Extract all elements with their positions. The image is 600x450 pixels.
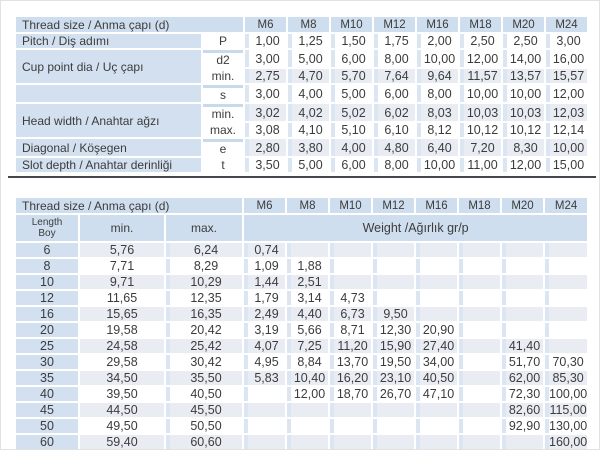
value-cell: 6,02 [374,104,415,121]
value-cell: 6,00 [374,85,415,102]
weight-cell [502,323,543,337]
value-cell: 11,57 [460,69,501,83]
spec-row [16,158,587,172]
weight-cell: 2,49 [244,307,285,321]
min-cell: 39,50 [80,387,164,401]
column-header-m18: M18 [459,198,500,213]
value-cell: 1,50 [331,34,372,48]
length-cell: 12 [16,291,78,305]
value-cell: 3,08 [245,123,286,137]
length-cell: 16 [16,307,78,321]
length-cell: 45 [16,403,78,417]
min-cell: 34,50 [80,371,164,385]
column-header-m24: M24 [546,17,587,32]
value-cell: 10,00 [546,139,587,156]
weight-cell: 34,00 [416,355,457,369]
value-cell: 2,50 [503,34,544,48]
length-cell: 8 [16,259,78,273]
weight-cell: 19,50 [373,355,414,369]
value-cell: 6,00 [331,50,372,67]
max-cell: 30,42 [166,355,242,369]
weight-cell [459,435,500,449]
column-header-m20: M20 [503,17,544,32]
column-header-m8: M8 [287,198,328,213]
max-cell: 20,42 [166,323,242,337]
column-header-m10: M10 [330,198,371,213]
length-row [16,275,587,289]
length-column-header [16,215,78,241]
value-cell: 4,70 [288,69,329,83]
length-row [16,339,587,353]
weight-cell [330,403,371,417]
value-cell: 10,00 [503,85,544,102]
value-cell: 12,00 [546,85,587,102]
length-row [16,291,587,305]
length-cell: 10 [16,275,78,289]
bottom-subheader-row [16,215,587,241]
value-cell: 5,00 [288,50,329,67]
row-symbol: s [203,85,243,102]
weight-cell: 8,84 [287,355,328,369]
weight-cell [459,419,500,433]
value-cell: 5,10 [331,123,372,137]
weight-cell: 4,07 [244,339,285,353]
weight-cell [244,419,285,433]
weight-cell [330,435,371,449]
weight-cell [459,339,500,353]
row-label: Cup point dia / Uç çapı [16,50,201,83]
value-cell: 15,00 [546,158,587,172]
value-cell: 3,80 [288,139,329,156]
value-cell: 3,00 [245,50,286,67]
min-cell: 19,58 [80,323,164,337]
weight-cell [545,243,587,257]
weight-cell [416,403,457,417]
value-cell: 10,00 [417,158,458,172]
length-row [16,259,587,273]
value-cell: 3,02 [245,104,286,121]
weight-cell: 4,95 [244,355,285,369]
value-cell: 9,64 [417,69,458,83]
weight-cell: 41,40 [502,339,543,353]
weight-cell: 27,40 [416,339,457,353]
weight-cell [545,291,587,305]
max-cell: 16,35 [166,307,242,321]
weight-cell: 4,40 [287,307,328,321]
weight-cell: 5,66 [287,323,328,337]
weight-cell: 0,74 [244,243,285,257]
weight-cell: 72,30 [502,387,543,401]
max-cell: 35,50 [166,371,242,385]
max-cell: 40,50 [166,387,242,401]
row-label: Slot depth / Anahtar derinliği [16,158,201,172]
length-row [16,419,587,433]
value-cell: 4,10 [288,123,329,137]
max-cell: 60,60 [166,435,242,449]
column-header-m18: M18 [460,17,501,32]
weight-cell: 1,79 [244,291,285,305]
spec-row [16,104,587,121]
length-row [16,307,587,321]
weight-cell: 5,83 [244,371,285,385]
weight-cell: 3,14 [287,291,328,305]
value-cell: 6,10 [374,123,415,137]
value-cell: 2,00 [417,34,458,48]
length-weight-table [14,196,589,450]
row-symbol: max. [203,123,243,137]
row-label: Pitch / Diş adımı [16,34,201,48]
length-row [16,243,587,257]
weight-cell [502,291,543,305]
min-cell: 59,40 [80,435,164,449]
length-cell: 30 [16,355,78,369]
weight-cell: 3,19 [244,323,285,337]
weight-cell: 6,73 [330,307,371,321]
weight-cell: 92,90 [502,419,543,433]
length-row [16,435,587,449]
value-cell: 8,00 [417,85,458,102]
weight-cell [373,275,414,289]
row-symbol: min. [203,104,243,121]
value-cell: 2,80 [245,139,286,156]
thread-dimensions-table [14,15,589,174]
value-cell: 8,30 [503,139,544,156]
weight-cell: 47,10 [416,387,457,401]
weight-cell [244,435,285,449]
value-cell: 5,00 [331,85,372,102]
weight-cell: 12,00 [287,387,328,401]
length-cell: 20 [16,323,78,337]
min-cell: 9,71 [80,275,164,289]
weight-cell: 160,00 [545,435,587,449]
value-cell: 16,00 [546,50,587,67]
spec-row [16,139,587,156]
spec-row [16,34,587,48]
max-cell: 25,42 [166,339,242,353]
weight-cell [545,339,587,353]
weight-cell: 10,40 [287,371,328,385]
column-header-m24: M24 [545,198,587,213]
column-header-m16: M16 [416,198,457,213]
min-cell: 15,65 [80,307,164,321]
min-cell: 29,58 [80,355,164,369]
weight-cell [373,419,414,433]
weight-cell: 4,73 [330,291,371,305]
length-row [16,403,587,417]
value-cell: 3,00 [546,34,587,48]
weight-cell [244,403,285,417]
weight-cell [502,259,543,273]
value-cell: 1,75 [374,34,415,48]
weight-cell [287,243,328,257]
weight-cell [502,435,543,449]
value-cell: 11,00 [460,158,501,172]
weight-cell [459,371,500,385]
max-cell: 6,24 [166,243,242,257]
length-cell: 40 [16,387,78,401]
weight-cell: 1,88 [287,259,328,273]
weight-cell [459,323,500,337]
weight-cell: 12,30 [373,323,414,337]
value-cell: 8,00 [374,50,415,67]
weight-cell: 11,20 [330,339,371,353]
weight-cell [373,259,414,273]
weight-cell [330,419,371,433]
spec-row [16,85,587,102]
value-cell: 4,02 [288,104,329,121]
weight-cell: 15,90 [373,339,414,353]
weight-cell: 26,70 [373,387,414,401]
length-row [16,323,587,337]
weight-cell [373,435,414,449]
value-cell: 12,00 [503,158,544,172]
weight-cell: 8,71 [330,323,371,337]
weight-cell [459,275,500,289]
length-row [16,355,587,369]
value-cell: 10,03 [460,104,501,121]
weight-cell: 23,10 [373,371,414,385]
value-cell: 8,12 [417,123,458,137]
weight-cell: 70,30 [545,355,587,369]
weight-column-header: Weight /Ağırlık gr/p [244,215,587,241]
column-header-m12: M12 [373,198,414,213]
value-cell: 4,00 [288,85,329,102]
weight-cell [416,243,457,257]
value-cell: 5,70 [331,69,372,83]
min-cell: 11,65 [80,291,164,305]
value-cell: 4,80 [374,139,415,156]
weight-cell: 100,00 [545,387,587,401]
column-header-m6: M6 [244,198,285,213]
row-label: Head width / Anahtar ağzı [16,104,201,137]
length-row [16,371,587,385]
weight-cell: 20,90 [416,323,457,337]
top-header-row [16,17,587,32]
value-cell: 1,00 [245,34,286,48]
value-cell: 10,00 [460,85,501,102]
weight-cell [545,323,587,337]
weight-cell [416,275,457,289]
max-cell: 45,50 [166,403,242,417]
weight-cell: 40,50 [416,371,457,385]
weight-cell: 1,09 [244,259,285,273]
value-cell: 7,20 [460,139,501,156]
weight-cell: 51,70 [502,355,543,369]
value-cell: 12,00 [460,50,501,67]
value-cell: 10,00 [417,50,458,67]
weight-cell [502,275,543,289]
value-cell: 3,50 [245,158,286,172]
row-symbol: d2 [203,50,243,67]
min-cell: 49,50 [80,419,164,433]
weight-cell [502,243,543,257]
column-header-m12: M12 [374,17,415,32]
weight-cell [459,259,500,273]
min-column-header: min. [80,215,164,241]
weight-cell [459,355,500,369]
weight-cell: 2,51 [287,275,328,289]
min-cell: 24,58 [80,339,164,353]
value-cell: 15,57 [546,69,587,83]
value-cell: 5,02 [331,104,372,121]
weight-cell: 7,25 [287,339,328,353]
weight-cell [459,243,500,257]
length-row [16,387,587,401]
column-header-m10: M10 [331,17,372,32]
weight-cell [244,387,285,401]
weight-cell [545,275,587,289]
spec-row [16,50,587,67]
row-symbol: min. [203,69,243,83]
row-symbol: P [203,34,243,48]
weight-cell [373,243,414,257]
max-cell: 12,35 [166,291,242,305]
length-label-tr: Boy [38,228,56,239]
value-cell: 6,40 [417,139,458,156]
max-cell: 50,50 [166,419,242,433]
column-header-m16: M16 [417,17,458,32]
length-cell: 35 [16,371,78,385]
value-cell: 2,50 [460,34,501,48]
weight-cell [416,259,457,273]
weight-cell [416,291,457,305]
value-cell: 2,75 [245,69,286,83]
weight-cell [373,291,414,305]
row-symbol: t [203,158,243,172]
weight-cell [416,419,457,433]
weight-cell: 9,50 [373,307,414,321]
value-cell: 10,03 [503,104,544,121]
weight-cell [459,307,500,321]
weight-cell: 18,70 [330,387,371,401]
value-cell: 4,00 [331,139,372,156]
weight-cell: 16,20 [330,371,371,385]
column-header-m6: M6 [245,17,286,32]
value-cell: 3,00 [245,85,286,102]
bottom-header-row [16,198,587,213]
value-cell: 5,00 [288,158,329,172]
value-cell: 8,00 [374,158,415,172]
weight-cell [373,403,414,417]
weight-cell [330,275,371,289]
weight-cell [459,291,500,305]
row-label [16,85,201,102]
value-cell: 14,00 [503,50,544,67]
weight-cell: 85,30 [545,371,587,385]
min-cell: 44,50 [80,403,164,417]
weight-cell [545,259,587,273]
weight-cell [287,403,328,417]
thread-size-header-bottom: Thread size / Anma çapı (d) [16,198,242,213]
weight-cell [416,435,457,449]
row-label: Diagonal / Köşegen [16,139,201,156]
value-cell: 1,25 [288,34,329,48]
column-header-m20: M20 [502,198,543,213]
weight-cell: 82,60 [502,403,543,417]
value-cell: 13,57 [503,69,544,83]
length-label-en: Length [31,217,63,228]
min-cell: 7,71 [80,259,164,273]
weight-cell: 130,00 [545,419,587,433]
length-cell: 50 [16,419,78,433]
weight-cell [330,243,371,257]
weight-cell [459,403,500,417]
value-cell: 10,12 [503,123,544,137]
value-cell: 12,14 [546,123,587,137]
weight-cell [545,307,587,321]
weight-cell: 1,44 [244,275,285,289]
weight-cell [416,307,457,321]
value-cell: 12,03 [546,104,587,121]
column-header-m8: M8 [288,17,329,32]
min-cell: 5,76 [80,243,164,257]
thread-size-header: Thread size / Anma çapı (d) [16,17,243,32]
length-cell: 60 [16,435,78,449]
value-cell: 6,00 [331,158,372,172]
length-cell: 6 [16,243,78,257]
weight-cell [330,259,371,273]
max-cell: 10,29 [166,275,242,289]
weight-cell [502,307,543,321]
value-cell: 10,12 [460,123,501,137]
weight-cell: 115,00 [545,403,587,417]
value-cell: 7,64 [374,69,415,83]
max-cell: 8,29 [166,259,242,273]
max-column-header: max. [166,215,242,241]
row-symbol: e [203,139,243,156]
top-table-divider-line [8,176,596,178]
weight-cell: 62,00 [502,371,543,385]
weight-cell [287,435,328,449]
weight-cell [459,387,500,401]
weight-cell: 13,70 [330,355,371,369]
weight-cell [287,419,328,433]
length-cell: 25 [16,339,78,353]
value-cell: 8,03 [417,104,458,121]
